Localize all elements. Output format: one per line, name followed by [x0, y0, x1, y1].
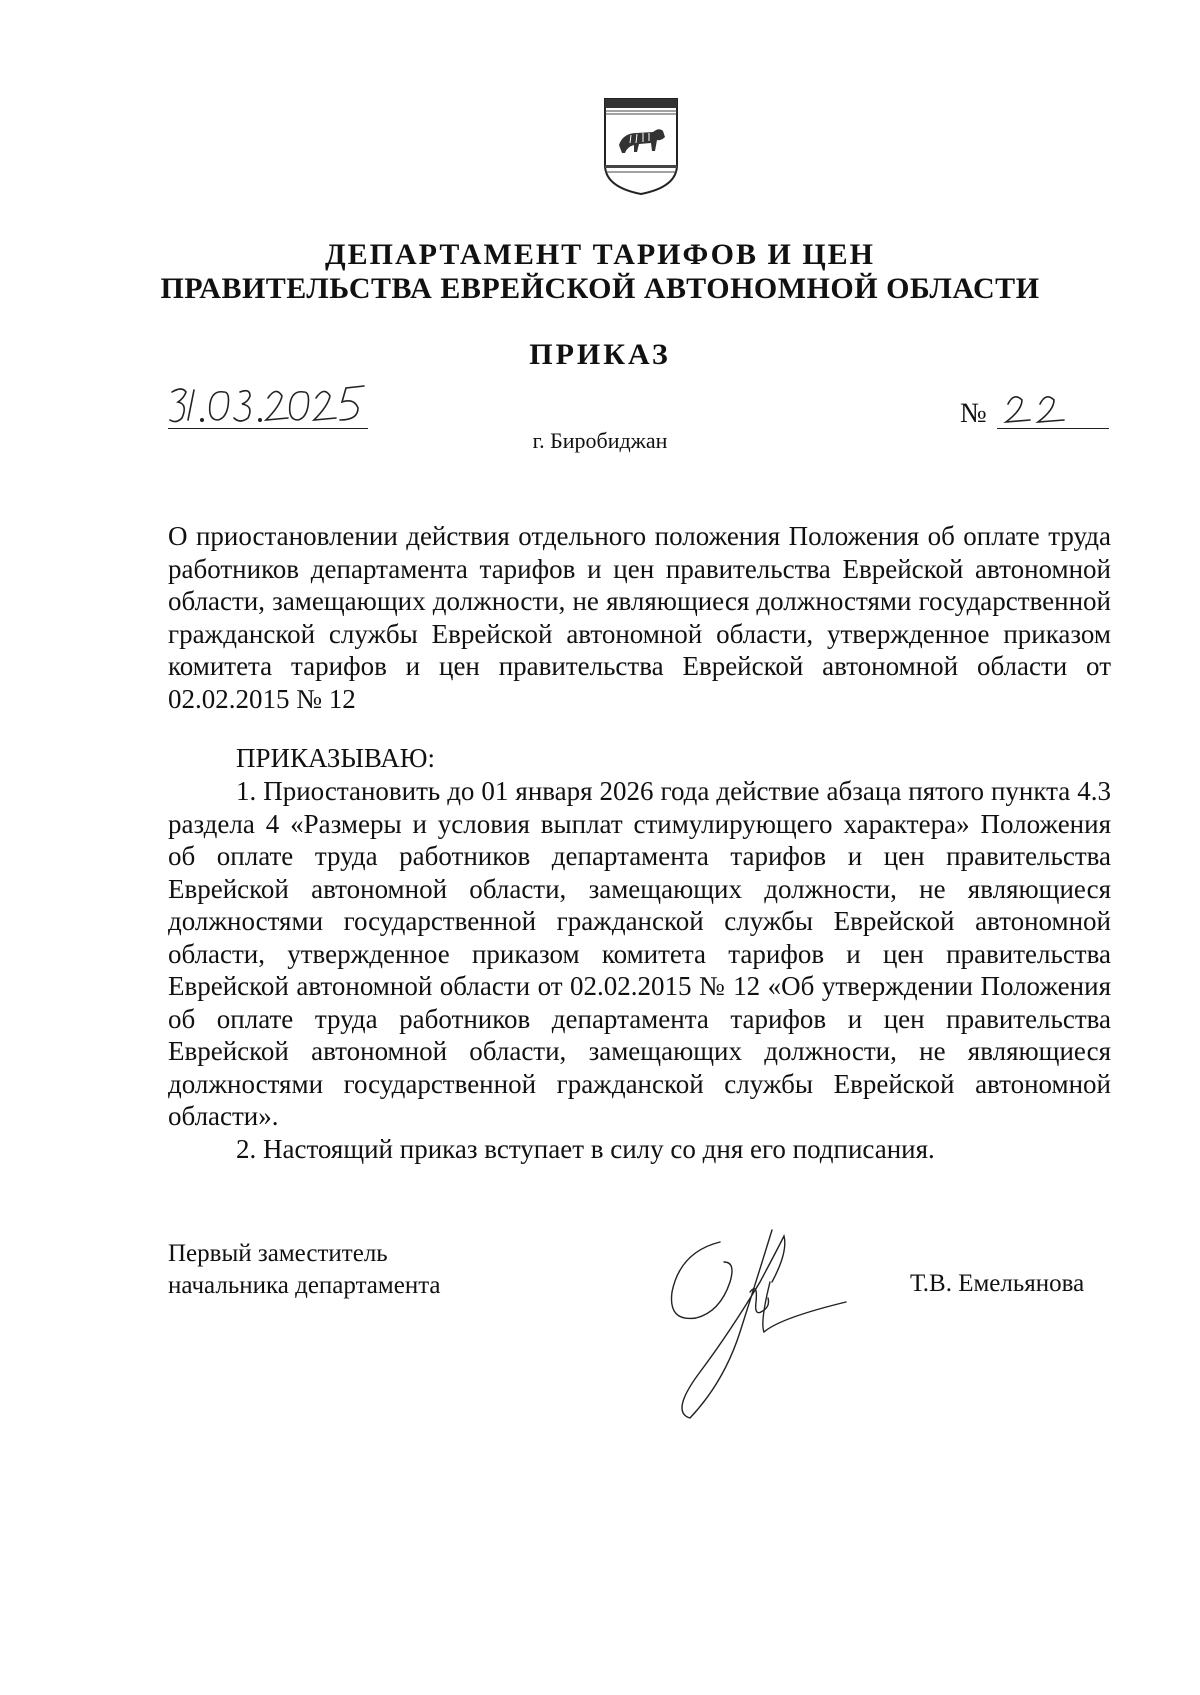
- signatory-position: [168, 1238, 441, 1302]
- department-title-line2: ПРАВИТЕЛЬСТВА ЕВРЕЙСКОЙ АВТОНОМНОЙ ОБЛАСТИ: [160, 272, 1040, 305]
- signatory-name: Т.В. Емельянова: [910, 1270, 1085, 1297]
- document-type: ПРИКАЗ: [529, 338, 671, 371]
- order-item-1: 1. Приостановить до 01 января 2026 года действие абзаца пятого пункта 4.3 раздела 4 «Размеры и условия выплат стимулирующего характера» Положения об оплате труда работников департамента тарифов и цен правительства Еврейской автономной области, замещающих должности, не являющиеся должностями государственной гражданской службы Еврейской автономной области, утвержденное приказом комитета тарифов и цен правительства Еврейской автономной области от 02.02.2015 № 12 «Об утверждении Положения об оплате труда работников департамента тарифов и цен правительства Еврейской автономной области, замещающих должности, не являющиеся должностями государственной гражданской службы Еврейской автономной области».: [168, 776, 1111, 1131]
- order-subject: О приостановлении действия отдельного положения Положения об оплате труда работников департамента тарифов и цен правительства Еврейской автономной области, замещающих должности, не являющиеся должностями государственной гражданской службы Еврейской автономной области, утвержденное приказом комитета тарифов и цен правительства Еврейской автономной области от 02.02.2015 № 12: [168, 521, 1111, 714]
- order-body: [168, 775, 1111, 1165]
- handwritten-signature: [660, 1222, 850, 1422]
- signatory-position-line2: начальника департамента: [168, 1272, 441, 1299]
- coat-of-arms-icon: [601, 95, 681, 197]
- order-item-2: 2. Настоящий приказ вступает в силу со дня его подписания.: [236, 1133, 935, 1164]
- city: г. Биробиджан: [532, 428, 668, 453]
- department-title-line1: ДЕПАРТАМЕНТ ТАРИФОВ И ЦЕН: [324, 238, 876, 271]
- signatory-position-line1: Первый заместитель: [168, 1240, 388, 1267]
- handwritten-date: [168, 378, 368, 432]
- order-verb: ПРИКАЗЫВАЮ:: [236, 743, 435, 773]
- number-label: №: [960, 398, 987, 429]
- handwritten-number: [1000, 388, 1080, 428]
